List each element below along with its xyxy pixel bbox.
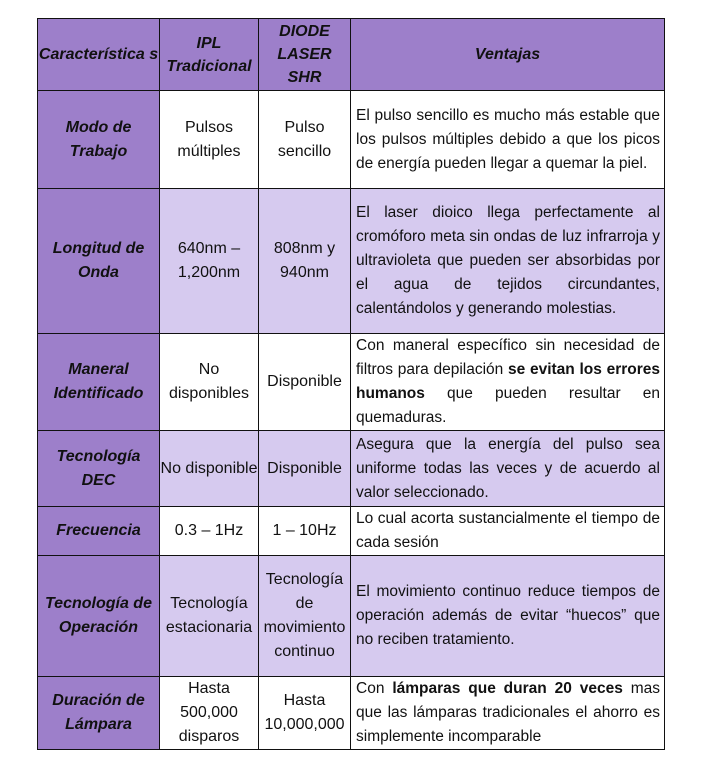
- row-feature: Maneral Identificado: [38, 334, 160, 431]
- header-ventajas: Ventajas: [351, 19, 665, 91]
- advantage-text-end: mas que las lámparas tradicionales el ahorro es simplemente incomparable: [356, 680, 660, 745]
- advantage-emphasis: se evitan los errores humanos: [356, 361, 660, 402]
- row-ipl: No disponible: [160, 431, 259, 507]
- table-row: [38, 431, 665, 507]
- row-ipl: 640nm – 1,200nm: [160, 189, 259, 334]
- row-diode: Disponible: [259, 334, 351, 431]
- row-ipl: No disponibles: [160, 334, 259, 431]
- row-feature: Frecuencia: [38, 507, 160, 556]
- advantage-text: El movimiento continuo reduce tiempos de operación además de evitar “huecos” que no reciben tratamiento.: [356, 583, 660, 648]
- table-row: [38, 91, 665, 189]
- row-feature: Tecnología DEC: [38, 431, 160, 507]
- row-feature: Modo de Trabajo: [38, 91, 160, 189]
- header-ipl: IPL Tradicional: [160, 19, 259, 91]
- advantage-text: Lo cual acorta sustancialmente el tiempo de cada sesión: [356, 510, 660, 551]
- table-row: [38, 189, 665, 334]
- row-diode: 808nm y 940nm: [259, 189, 351, 334]
- row-ipl: 0.3 – 1Hz: [160, 507, 259, 556]
- row-ipl: Tecnología estacionaria: [160, 556, 259, 677]
- row-feature: Longitud de Onda: [38, 189, 160, 334]
- header-diode: DIODE LASER SHR: [259, 19, 351, 91]
- row-diode: Hasta 10,000,000: [259, 677, 351, 750]
- row-advantage: [351, 431, 665, 507]
- advantage-text: Asegura que la energía del pulso sea uniforme todas las veces y de acuerdo al valor seleccionado.: [356, 435, 660, 501]
- row-advantage: [351, 334, 665, 431]
- row-advantage: [351, 189, 665, 334]
- comparison-table: [37, 18, 665, 750]
- row-diode: 1 – 10Hz: [259, 507, 351, 556]
- row-diode: Disponible: [259, 431, 351, 507]
- row-ipl: Pulsos múltiples: [160, 91, 259, 189]
- advantage-text: El laser dioico llega perfectamente al cromóforo meta sin ondas de luz infrarroja y ultravioleta que pueden ser absorbidas por el agua de tejidos circundantes, calentándolos y generando molestias.: [356, 204, 660, 317]
- table-row: [38, 507, 665, 556]
- row-advantage: [351, 556, 665, 677]
- row-advantage: [351, 507, 665, 556]
- table-row: [38, 556, 665, 677]
- advantage-text: Con maneral específico sin necesidad de filtros para depilación: [356, 337, 660, 378]
- row-feature: Tecnología de Operación: [38, 556, 160, 677]
- row-diode: Pulso sencillo: [259, 91, 351, 189]
- table-row: [38, 677, 665, 750]
- header-caracteristicas: Característica s: [38, 19, 160, 91]
- row-advantage: [351, 91, 665, 189]
- comparison-table-wrapper: [37, 18, 665, 750]
- advantage-text: Con: [356, 680, 393, 697]
- advantage-text: El pulso sencillo es mucho más estable que los pulsos múltiples debido a que los picos de energía pueden llegar a quemar la piel.: [356, 106, 660, 172]
- table-row: [38, 334, 665, 431]
- row-advantage: [351, 677, 665, 750]
- header-row: [38, 19, 665, 91]
- row-diode: Tecnología de movimiento continuo: [259, 556, 351, 677]
- row-ipl: Hasta 500,000 disparos: [160, 677, 259, 750]
- advantage-text-end: que pueden resultar en quemaduras.: [356, 385, 660, 426]
- advantage-emphasis: lámparas que duran 20 veces: [392, 680, 623, 697]
- row-feature: Duración de Lámpara: [38, 677, 160, 750]
